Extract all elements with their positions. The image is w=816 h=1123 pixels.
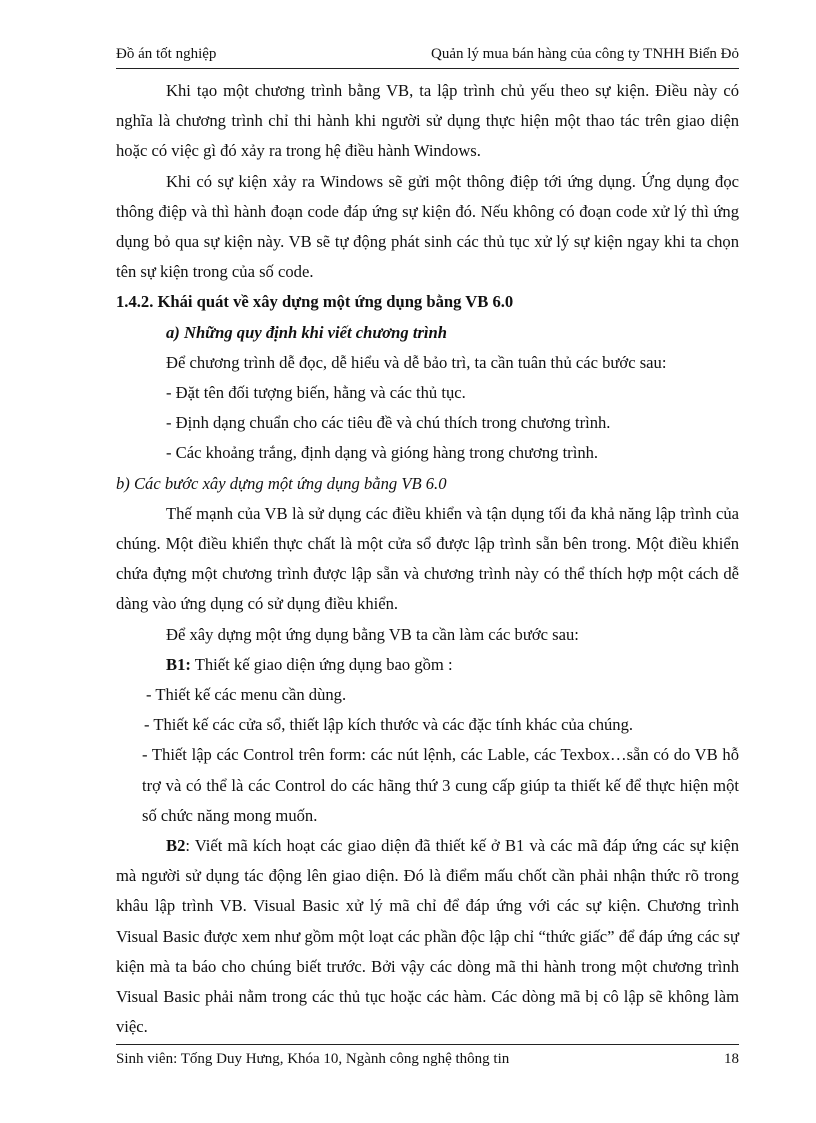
step-b1-item-controls: - Thiết lập các Control trên form: các nút lệnh, các Lable, các Texbox…sẵn có do VB hỗ trợ và có thể là các Control do các hãng thứ 3 cung cấp giúp ta thiết kế để thực hiện một số chức năng mong muốn. [142, 745, 739, 825]
step-b1 [116, 650, 739, 680]
step-b2-label: B2 [166, 836, 186, 856]
page-header [116, 46, 739, 69]
step-b1-label: B1: [166, 654, 191, 674]
rule-item-naming: - Đặt tên đối tượng biến, hằng và các thủ tục. [166, 383, 466, 403]
step-b1-text: Thiết kế giao diện ứng dụng bao gồm : [190, 654, 453, 674]
page-body [116, 76, 739, 1043]
rule-item-format: - Định dạng chuẩn cho các tiêu đề và chú thích trong chương trình. [166, 413, 611, 433]
paragraph-rules-intro: Để chương trình dễ đọc, dễ hiểu và dễ bảo trì, ta cần tuân thủ các bước sau: [166, 352, 667, 372]
page-footer [116, 1044, 739, 1071]
header-thesis-title: Quản lý mua bán hàng của công ty TNHH Biển Đỏ [431, 46, 739, 62]
subheading-rules: a) Những quy định khi viết chương trình [166, 322, 447, 342]
paragraph-windows-message: Khi có sự kiện xảy ra Windows sẽ gửi một thông điệp tới ứng dụng. Ứng dụng đọc thông điệp và thì hành đoạn code đáp ứng sự kiện đó. Nếu không có đoạn code xử lý thì ứng dụng bỏ qua sự kiện này. VB sẽ tự động phát sinh các thủ tục xử lý sự kiện ngay khi ta chọn tên sự kiện trong của số code. [116, 171, 739, 282]
header-thesis-label: Đồ án tốt nghiệp [116, 46, 217, 62]
paragraph-controls: Thế mạnh của VB là sử dụng các điều khiển và tận dụng tối đa khả năng lập trình của chúng. Một điều khiển thực chất là một cửa sổ được lập trình sẵn bên trong. Một điều khiển chứa đựng một chương trình được lập sẵn và chương trình này có thể thích hợp một cách dễ dàng vào ứng dụng có sử dụng điều khiển. [116, 503, 739, 614]
paragraph-event-programming: Khi tạo một chương trình bằng VB, ta lập trình chủ yếu theo sự kiện. Điều này có nghĩa là chương trình chỉ thi hành khi người sử dụng thực hiện một thao tác trên giao diện hoặc có việc gì đó xảy ra trong hệ điều hành Windows. [116, 81, 739, 161]
subheading-steps: b) Các bước xây dựng một ứng dụng bằng VB 6.0 [116, 473, 447, 493]
step-b1-item-windows: - Thiết kế các cửa sổ, thiết lập kích thước và các đặc tính khác của chúng. [144, 715, 634, 735]
step-b1-item-menu: - Thiết kế các menu cần dùng. [146, 685, 347, 705]
section-heading: 1.4.2. Khái quát về xây dựng một ứng dụng bằng VB 6.0 [116, 292, 514, 312]
page-number: 18 [724, 1051, 739, 1067]
step-b2-text: : Viết mã kích hoạt các giao diện đã thiết kế ở B1 và các mã đáp ứng các sự kiện mà người sử dụng tác động lên giao diện. Đó là điểm mấu chốt cần phải nhận thức rõ trong khâu lập trình VB. Visual Basic xử lý mã chỉ để đáp ứng với các sự kiện. Chương trình Visual Basic được xem như gồm một loạt các phần độc lập chỉ “thức giấc” để đáp ứng các sự kiện mà ta báo cho chúng biết trước. Bởi vậy các dòng mã thi hành trong một chương trình Visual Basic phải nằm trong các thủ tục hoặc các hàm. Các dòng mã bị cô lập sẽ không làm việc. [116, 836, 739, 1037]
footer-student-info: Sinh viên: Tống Duy Hưng, Khóa 10, Ngành công nghệ thông tin [116, 1051, 510, 1067]
paragraph-steps-intro: Để xây dựng một ứng dụng bằng VB ta cần làm các bước sau: [166, 624, 579, 644]
step-b2 [116, 831, 739, 1042]
rule-item-spacing: - Các khoảng trắng, định dạng và gióng hàng trong chương trình. [166, 443, 599, 463]
